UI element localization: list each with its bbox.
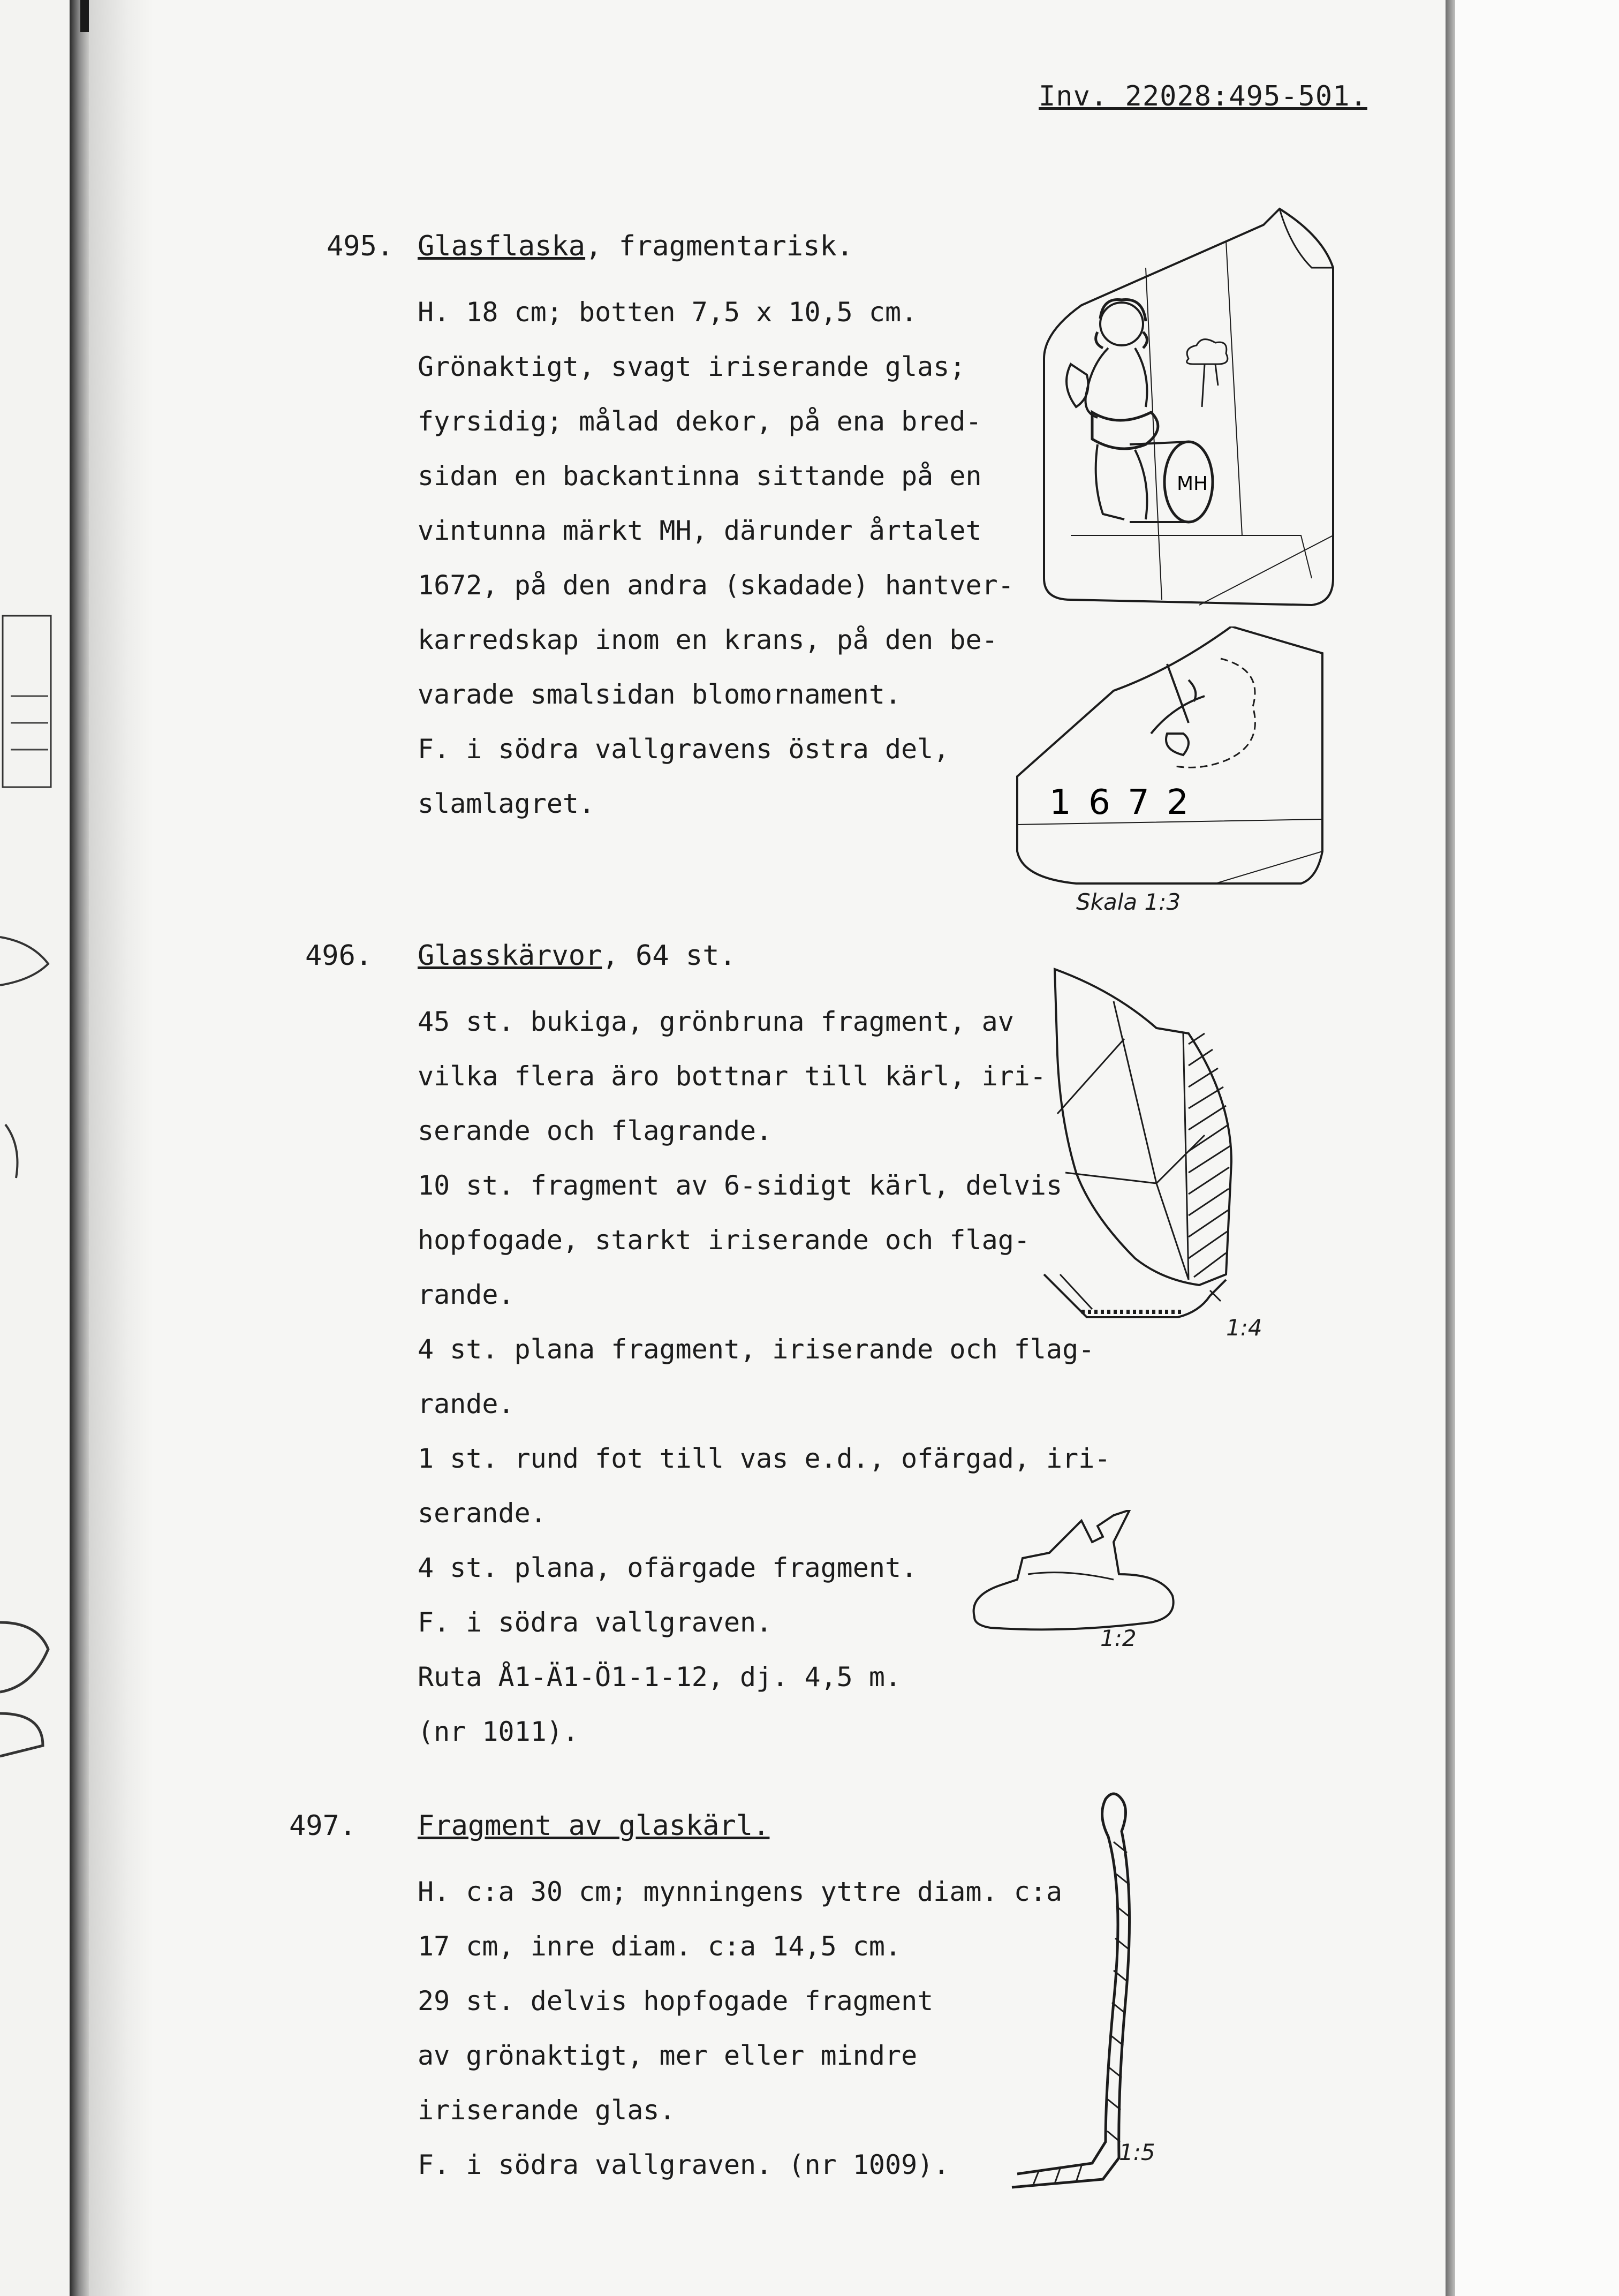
description-line: 17 cm, inre diam. c:a 14,5 cm. [418, 1931, 902, 1962]
entry-title-rest: , 64 st. [602, 940, 736, 972]
description-line: varade smalsidan blomornament. [418, 679, 902, 710]
description-line: iriserande glas. [418, 2095, 676, 2126]
description-line: 1 st. rund fot till vas e.d., ofärgad, iri- [418, 1443, 1111, 1474]
description-line: 10 st. fragment av 6-sidigt kärl, delvis [418, 1170, 1063, 1201]
round-foot-sketch [958, 1510, 1301, 1638]
entry-description [418, 1864, 1062, 2192]
description-line: 1672, på den andra (skadade) hantver- [418, 570, 1014, 601]
description-line: hopfogade, starkt iriserande och flag- [418, 1225, 1030, 1256]
entry-number: 496. [305, 940, 373, 972]
description-line: 4 st. plana fragment, iriserande och flag- [418, 1334, 1095, 1365]
description-line: 29 st. delvis hopfogade fragment [418, 1985, 934, 2016]
six-sided-fragment-sketch [1028, 958, 1403, 1344]
document-page [155, 0, 1440, 2296]
inventory-number: Inv. 22028:495-501. [1039, 80, 1367, 112]
description-line: serande. [418, 1498, 547, 1529]
year-label: 1 6 7 2 [1049, 783, 1192, 822]
book-spine [70, 0, 89, 2296]
entry-description [418, 994, 1110, 1759]
description-line: (nr 1011). [418, 1716, 579, 1747]
scale-label-496a: 1:4 [1226, 1315, 1262, 1341]
barrel-mark: MH [1177, 473, 1208, 495]
entry-number: 497. [289, 1810, 357, 1842]
description-line: Ruta Å1-Ä1-Ö1-1-12, dj. 4,5 m. [418, 1661, 902, 1693]
spine-shadow [89, 0, 153, 2296]
description-line: H. c:a 30 cm; mynningens yttre diam. c:a [418, 1876, 1063, 1907]
entry-title: Fragment av glaskärl. [418, 1810, 770, 1842]
description-line: serande och flagrande. [418, 1115, 773, 1146]
description-line: H. 18 cm; botten 7,5 x 10,5 cm. [418, 297, 918, 328]
bottle-side-year-sketch [1012, 626, 1397, 900]
scale-label-496b: 1:2 [1100, 1625, 1137, 1651]
vessel-profile-sketch [1007, 1788, 1146, 2190]
previous-page-sketches [0, 0, 70, 2296]
description-line: Grönaktigt, svagt iriserande glas; [418, 351, 966, 382]
entry-number: 495. [327, 230, 394, 262]
entry-heading [418, 230, 853, 262]
description-line: rande. [418, 1279, 515, 1310]
scale-label-497: 1:5 [1119, 2139, 1155, 2165]
description-line: vilka flera äro bottnar till kärl, iri- [418, 1061, 1046, 1092]
entry-title: Glasflaska [418, 230, 586, 262]
description-line: F. i södra vallgravens östra del, [418, 734, 950, 765]
page-right-edge [1446, 0, 1455, 2296]
description-line: fyrsidig; målad dekor, på ena bred- [418, 406, 982, 437]
scale-label-495: Skala 1:3 [1076, 889, 1181, 915]
description-line: karredskap inom en krans, på den be- [418, 624, 998, 655]
description-line: slamlagret. [418, 788, 595, 819]
description-line: rande. [418, 1388, 515, 1419]
bottle-fragment-sketch [1012, 203, 1397, 610]
entry-heading [418, 940, 736, 972]
description-line: 4 st. plana, ofärgade fragment. [418, 1552, 918, 1583]
description-line: sidan en backantinna sittande på en [418, 460, 982, 492]
description-line: F. i södra vallgraven. [418, 1607, 773, 1638]
entry-title-rest: , fragmentarisk. [585, 230, 853, 262]
description-line: av grönaktigt, mer eller mindre [418, 2040, 918, 2071]
description-line: F. i södra vallgraven. (nr 1009). [418, 2149, 950, 2180]
description-line: 45 st. bukiga, grönbruna fragment, av [418, 1006, 1014, 1037]
description-line: vintunna märkt MH, därunder årtalet [418, 515, 982, 546]
entry-description [418, 285, 1014, 831]
entry-heading [418, 1810, 769, 1842]
background-beyond-page [1455, 0, 1619, 2296]
entry-title: Glasskärvor [418, 940, 602, 972]
